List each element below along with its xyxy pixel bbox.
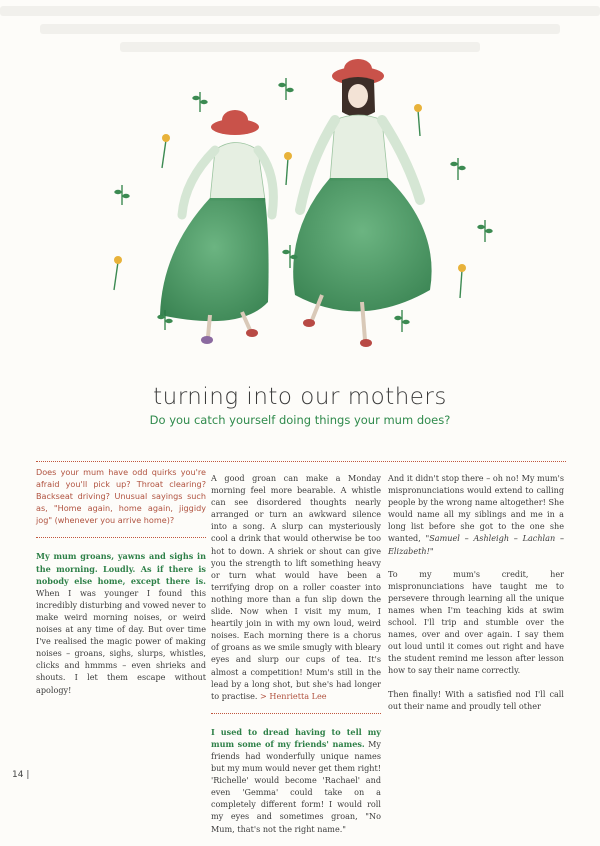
section2-lead: I used to dread having to tell my mum some of my friends' names. [211, 726, 381, 749]
figure-right [293, 59, 431, 347]
section1-p2: A good groan can make a Monday morning feel more bearable. A whistle can see disordered thoughts nearly arranged or turn an awkward silence into a song. A slurp can mysteriously cool a drink that would otherwise be too hot to down. A shriek or shout can give you the strength to lift something heavy or turn what would have been a terrifying drop on a roller coaster into nothing more than a fun slip down the slide. Now when I visit my mum, I heartily join in with my own loud, weird noises. Each morning there is a chorus of groans as we smile smugly with bleary eyes and slurp our cups of tea. It's almost a competition! Mum's still in the lead by a long shot, but she's had longer to practise. [211, 473, 381, 701]
article-title: turning into our mothers [153, 384, 447, 410]
column-2 [211, 472, 381, 846]
section2-p2a: And it didn't stop there – oh no! My mum's mispronunciations would extend to calling people by the wrong name altogether! She would name all my siblings and me in a long list before she got to the one she wanted, [388, 473, 564, 544]
author-credit: > Henrietta Lee [257, 690, 327, 701]
watercolor-illustration [90, 40, 510, 370]
figure-left [160, 110, 273, 344]
intro-paragraph: Does your mum have odd quirks you're afraid you'll pick up? Throat clearing? Backseat driving? Unusual sayings such as, "Home again, home again, jiggidy jog" (whenever you arrive home)? [36, 467, 206, 526]
section2-p1: My friends had wonderfully unique names but my mum would never get them right! 'Richelle' would become 'Rachael' and even 'Gemma' could take on a completely different form! I would roll my eyes and sometimes groan, "No Mum, that's not the right name." [211, 738, 381, 834]
article-subtitle: Do you catch yourself doing things your mum does? [149, 413, 451, 427]
section2-paragraph-1 [211, 726, 381, 835]
section2-paragraph-4: Then finally! With a satisfied nod I'll call out their name and proudly tell other [388, 688, 564, 711]
section1-paragraph-2 [211, 472, 381, 702]
column-1 [36, 466, 206, 707]
section2-paragraph-3: To my mum's credit, her mispronunciations have taught me to persevere through learning all the unique names when I'm teaching kids at swim school. I'll trip and stumble over the names, over and over again. I say them out loud until it comes out right and have the student remind me lesson after lesson how to say their name correctly. [388, 568, 564, 676]
section2-paragraph-2 [388, 472, 564, 557]
column-3 [388, 472, 564, 723]
section-divider [211, 713, 381, 714]
page-number: 14 | [12, 770, 30, 780]
section1-p1: When I was younger I found this incredibly disturbing and vowed never to make weird morning noises, or weird noises at any time of day. But over time I've realised the magic power of making noises – groans, sighs, slurps, whistles, clicks and hmmms – even shrieks and shouts. I let them escape without apology! [36, 587, 206, 695]
sibling-names: "Samuel – Ashleigh – Lachlan – Elizabeth!" [388, 533, 564, 556]
top-divider [36, 461, 566, 462]
section1-lead: My mum groans, yawns and sighs in the morning. Loudly. As if there is nobody else home, except there is. [36, 551, 206, 586]
section-divider [36, 537, 206, 538]
section1-paragraph-1 [36, 550, 206, 695]
